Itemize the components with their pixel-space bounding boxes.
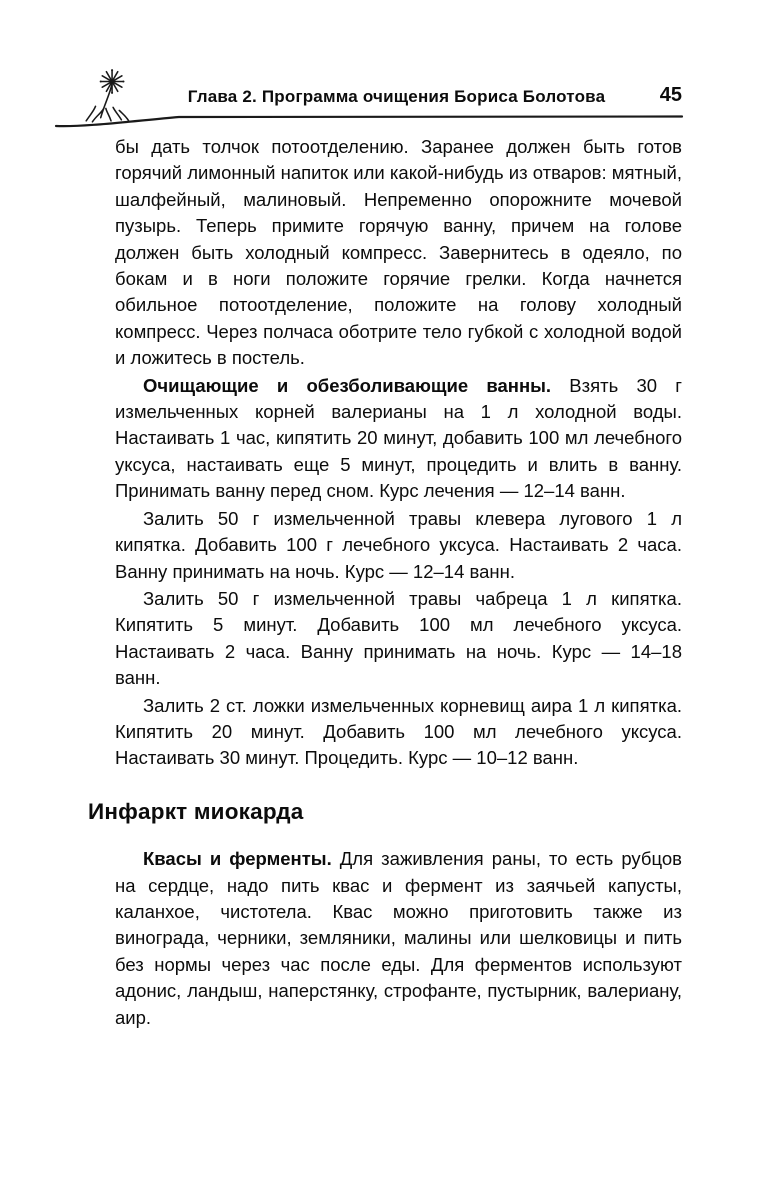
paragraph-lead-baths: Очищающие и обезболивающие ванны.: [143, 374, 552, 396]
paragraph-text-kvass: Для заживления раны, то есть рубцов на сердце, надо пить квас и фермент из заячьей капусты, каланхое, чистотела. Квас можно приготовить также из винограда, черники, земляники, малины или шелковицы и пить без нормы через час после еды. Для ферментов используют адонис, ландыш, наперстянку, строфанте, пустырник, валериану, аир.: [115, 848, 682, 1028]
paragraph-sweating-continuation: бы дать толчок потоотделению. Заранее должен быть готов горячий лимонный напиток или какой-нибудь из отваров: мятный, шалфейный, малиновый. Непременно опорожните мочевой пузырь. Теперь примите горячую ванну, причем на голове должен быть холодный компресс. Завернитесь в одеяло, по бокам и в ноги положите горячие грелки. Когда начнется обильное потоотделение, положите на голову холодный компресс. Через полчаса оботрите тело губкой с холодной водой и ложитесь в постель.: [115, 136, 682, 369]
header-rule-line: [54, 110, 686, 130]
paragraph-clover-bath: Залить 50 г измельченной травы клевера лугового 1 л кипятка. Добавить 100 г лечебного уксуса. Настаивать 2 часа. Ванну принимать на ночь. Курс — 12–14 ванн.: [115, 507, 682, 582]
paragraph-thyme-bath: Залить 50 г измельченной травы чабреца 1 л кипятка. Кипятить 5 минут. Добавить 100 мл лечебного уксуса. Настаивать 2 часа. Ванну принимать на ночь. Курс — 14–18 ванн.: [115, 587, 682, 689]
page-number: 45: [659, 84, 682, 106]
chapter-title: Глава 2. Программа очищения Бориса Болотова: [187, 87, 606, 106]
paragraph-kvass-ferments: [115, 846, 682, 1031]
paragraph-cleansing-baths: [115, 373, 682, 505]
paragraph-text-baths: Взять 30 г измельченных корней валерианы на 1 л холодной воды. Настаивать 1 час, кипятить 20 минут, добавить 100 мл лечебного уксуса, настаивать еще 5 минут, процедить и влить в ванну. Принимать ванну перед сном. Курс лечения — 12–14 ванн.: [115, 374, 682, 502]
paragraph-calamus-bath: Залить 2 ст. ложки измельченных корневищ аира 1 л кипятка. Кипятить 20 минут. Добавить 100 мл лечебного уксуса. Настаивать 30 минут. Процедить. Курс — 10–12 ванн.: [115, 694, 682, 769]
page-body: [88, 134, 682, 1032]
paragraph-lead-kvass: Квасы и ферменты.: [143, 848, 332, 870]
section-heading-myocardial-infarction: Инфаркт миокарда: [88, 798, 304, 824]
